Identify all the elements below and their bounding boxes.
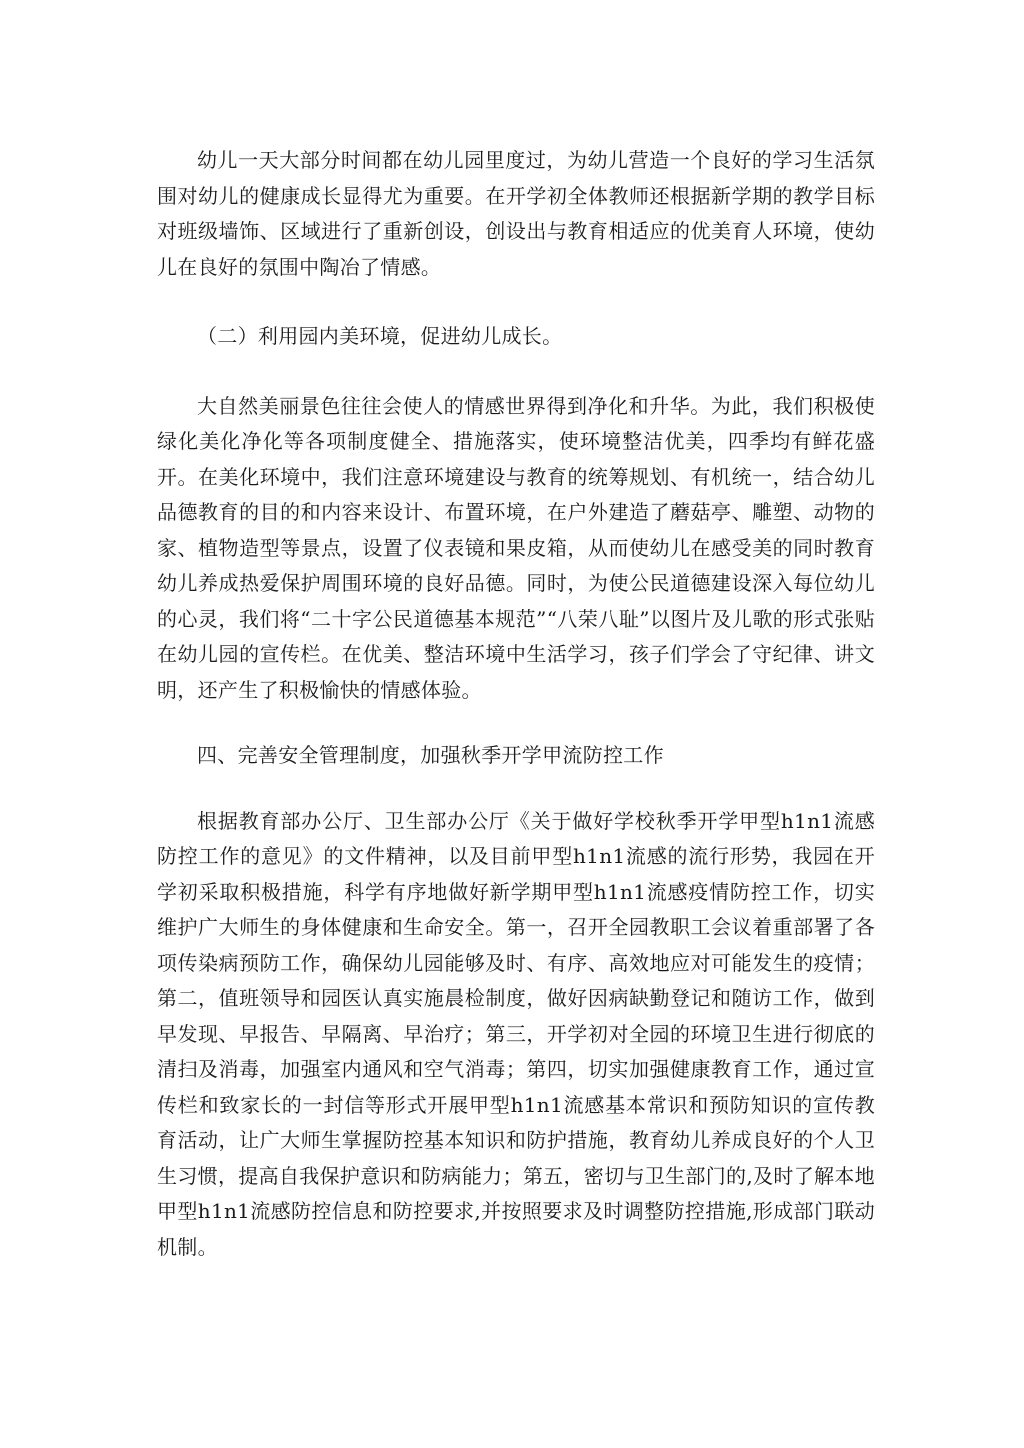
paragraph-flu-prevention: 根据教育部办公厅、卫生部办公厅《关于做好学校秋季开学甲型h1n1流感防控工作的意见》的文件精神，以及目前甲型h1n1流感的流行形势，我园在开学初采取积极措施，科学有序地做好新学期甲型h1n1流感疫情防控工作，切实维护广大师生的身体健康和生命安全。第一，召开全园教职工会议着重部署了各项传染病预防工作，确保幼儿园能够及时、有序、高效地应对可能发生的疫情；第二，值班领导和园医认真实施晨检制度，做好因病缺勤登记和随访工作，做到早发现、早报告、早隔离、早治疗；第三，开学初对全园的环境卫生进行彻底的清扫及消毒，加强室内通风和空气消毒；第四，切实加强健康教育工作，通过宣传栏和致家长的一封信等形式开展甲型h1n1流感基本常识和预防知识的宣传教育活动，让广大师生掌握防控基本知识和防护措施，教育幼儿养成良好的个人卫生习惯，提高自我保护意识和防病能力；第五，密切与卫生部门的,及时了解本地甲型h1n1流感防控信息和防控要求,并按照要求及时调整防控措施,形成部门联动机制。 [157, 808, 875, 1259]
spacer [157, 285, 875, 319]
spacer [157, 355, 875, 389]
document-body [157, 143, 875, 1265]
section-heading-4: 四、完善安全管理制度，加强秋季开学甲流防控工作 [197, 743, 664, 767]
spacer [157, 774, 875, 804]
paragraph-environment: 幼儿一天大部分时间都在幼儿园里度过，为幼儿营造一个良好的学习生活氛围对幼儿的健康成长显得尤为重要。在开学初全体教师还根据新学期的教学目标对班级墙饰、区域进行了重新创设，创设出与教育相适应的优美育人环境，使幼儿在良好的氛围中陶冶了情感。 [157, 148, 875, 279]
paragraph-nature: 大自然美丽景色往往会使人的情感世界得到净化和升华。为此，我们积极使绿化美化净化等各项制度健全、措施落实，使环境整洁优美，四季均有鲜花盛开。在美化环境中，我们注意环境建设与教育的统筹规划、有机统一，结合幼儿品德教育的目的和内容来设计、布置环境，在户外建造了蘑菇亭、雕塑、动物的家、植物造型等景点，设置了仪表镜和果皮箱，从而使幼儿在感受美的同时教育幼儿养成热爱保护周围环境的良好品德。同时，为使公民道德建设深入每位幼儿的心灵，我们将“二十字公民道德基本规范”“八荣八耻”以图片及儿歌的形式张贴在幼儿园的宣传栏。在优美、整洁环境中生活学习，孩子们学会了守纪律、讲文明，还产生了积极愉快的情感体验。 [157, 393, 875, 702]
section-heading-2: （二）利用园内美环境，促进幼儿成长。 [197, 324, 563, 348]
spacer [157, 708, 875, 738]
